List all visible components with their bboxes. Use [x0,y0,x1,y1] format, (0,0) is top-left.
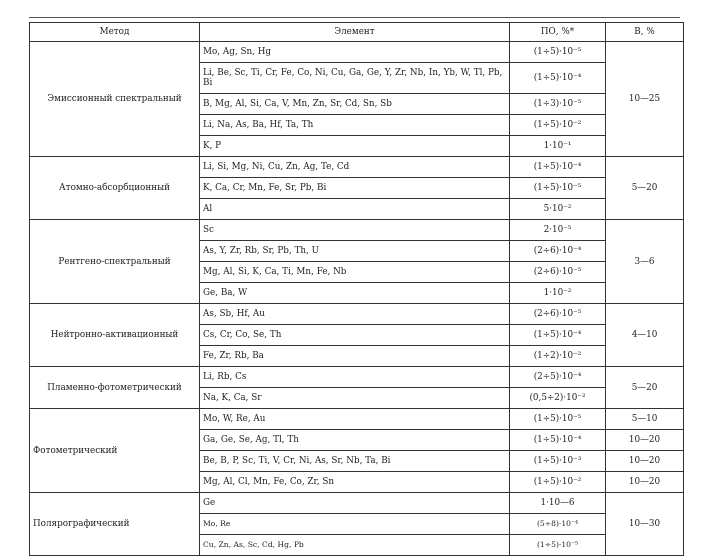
methods-table [29,22,684,556]
element-cell: Al [200,199,510,220]
element-cell: Li, Si, Mg, Ni, Cu, Zn, Ag, Te, Cd [200,157,510,178]
po-cell: (2÷6)·10⁻⁵ [510,262,606,283]
po-cell: (2÷5)·10⁻⁴ [510,367,606,388]
method-cell: Пламенно-фотометрический [30,367,200,409]
po-cell: 1·10⁻¹ [510,136,606,157]
header-po: ПО, %* [510,23,606,42]
table-row [30,493,684,514]
po-cell: (1÷5)·10⁻³ [510,451,606,472]
po-cell: (1÷5)·10⁻⁴ [510,325,606,346]
po-cell: (2÷6)·10⁻⁴ [510,241,606,262]
po-cell: 2·10⁻⁵ [510,220,606,241]
po-cell: (2÷6)·10⁻⁵ [510,304,606,325]
po-cell: (1÷5)·10⁻⁵ [510,42,606,63]
element-cell: Li, Be, Sc, Ti, Cr, Fe, Co, Ni, Cu, Ga, Ge, Y, Zr, Nb, In, Yb, W, Tl, Pb, Bi [200,63,510,94]
element-cell: Fe, Zr, Rb, Ba [200,346,510,367]
table-row [30,304,684,325]
method-cell: Нейтронно-активационный [30,304,200,367]
element-cell: K, Ca, Cr, Mn, Fe, Sr, Pb, Bi [200,178,510,199]
header-element: Элемент [200,23,510,42]
method-cell: Эмиссионный спектральный [30,42,200,157]
method-cell: Атомно-абсорбционный [30,157,200,220]
element-cell: B, Mg, Al, Si, Ca, V, Mn, Zn, Sr, Cd, Sn, Sb [200,94,510,115]
b-cell: 10—20 [606,451,684,472]
table-row [30,220,684,241]
po-cell: (1÷3)·10⁻⁵ [510,94,606,115]
element-cell: Be, B, P, Sc, Ti, V, Cr, Ni, As, Sr, Nb, Ta, Bi [200,451,510,472]
po-cell: 1·10⁻² [510,283,606,304]
header-b: В, % [606,23,684,42]
element-cell: Cs, Cr, Co, Se, Th [200,325,510,346]
element-cell: Mo, W, Re, Au [200,409,510,430]
table-row [30,367,684,388]
po-cell: (1÷5)·10⁻⁵ [510,535,606,556]
po-cell: (1÷5)·10⁻⁵ [510,409,606,430]
method-cell: Рентгено-спектральный [30,220,200,304]
po-cell: (1÷5)·10⁻⁴ [510,157,606,178]
element-cell: K, P [200,136,510,157]
b-cell: 3—6 [606,220,684,304]
po-cell: 1·10—6 [510,493,606,514]
table-row [30,42,684,63]
table-row [30,157,684,178]
b-cell: 4—10 [606,304,684,367]
header-row [30,23,684,42]
element-cell: Ge [200,493,510,514]
header-method: Метод [30,23,200,42]
element-cell: As, Sb, Hf, Au [200,304,510,325]
po-cell: (1÷5)·10⁻² [510,472,606,493]
element-cell: Li, Rb, Cs [200,367,510,388]
po-cell: (1÷2)·10⁻² [510,346,606,367]
element-cell: Mg, Al, Si, K, Ca, Ti, Mn, Fe, Nb [200,262,510,283]
po-cell: (0,5÷2)·10⁻² [510,388,606,409]
b-cell: 5—10 [606,409,684,430]
method-cell: Фотометрический [30,409,200,493]
table-row [30,409,684,430]
element-cell: Ga, Ge, Se, Ag, Tl, Th [200,430,510,451]
element-cell: Mo, Ag, Sn, Hg [200,42,510,63]
po-cell: (1÷5)·10⁻⁴ [510,430,606,451]
b-cell: 10—30 [606,493,684,556]
top-rule [29,17,680,18]
element-cell: Li, Na, As, Ba, Hf, Ta, Th [200,115,510,136]
b-cell: 10—25 [606,42,684,157]
po-cell: (1÷5)·10⁻² [510,115,606,136]
element-cell: Ge, Ba, W [200,283,510,304]
b-cell: 10—20 [606,472,684,493]
po-cell: (5÷8)·10⁻⁴ [510,514,606,535]
po-cell: (1÷5)·10⁻⁵ [510,178,606,199]
po-cell: 5·10⁻² [510,199,606,220]
element-cell: Mg, Al, Cl, Mn, Fe, Co, Zr, Sn [200,472,510,493]
method-cell: Полярографический [30,493,200,556]
element-cell: As, Y, Zr, Rb, Sr, Pb, Th, U [200,241,510,262]
element-cell: Mo, Re [200,514,510,535]
element-cell: Cu, Zn, As, Sc, Cd, Hg, Pb [200,535,510,556]
b-cell: 5—20 [606,157,684,220]
b-cell: 10—20 [606,430,684,451]
element-cell: Sc [200,220,510,241]
b-cell: 5—20 [606,367,684,409]
element-cell: Na, K, Ca, Sr [200,388,510,409]
po-cell: (1÷5)·10⁻⁴ [510,63,606,94]
